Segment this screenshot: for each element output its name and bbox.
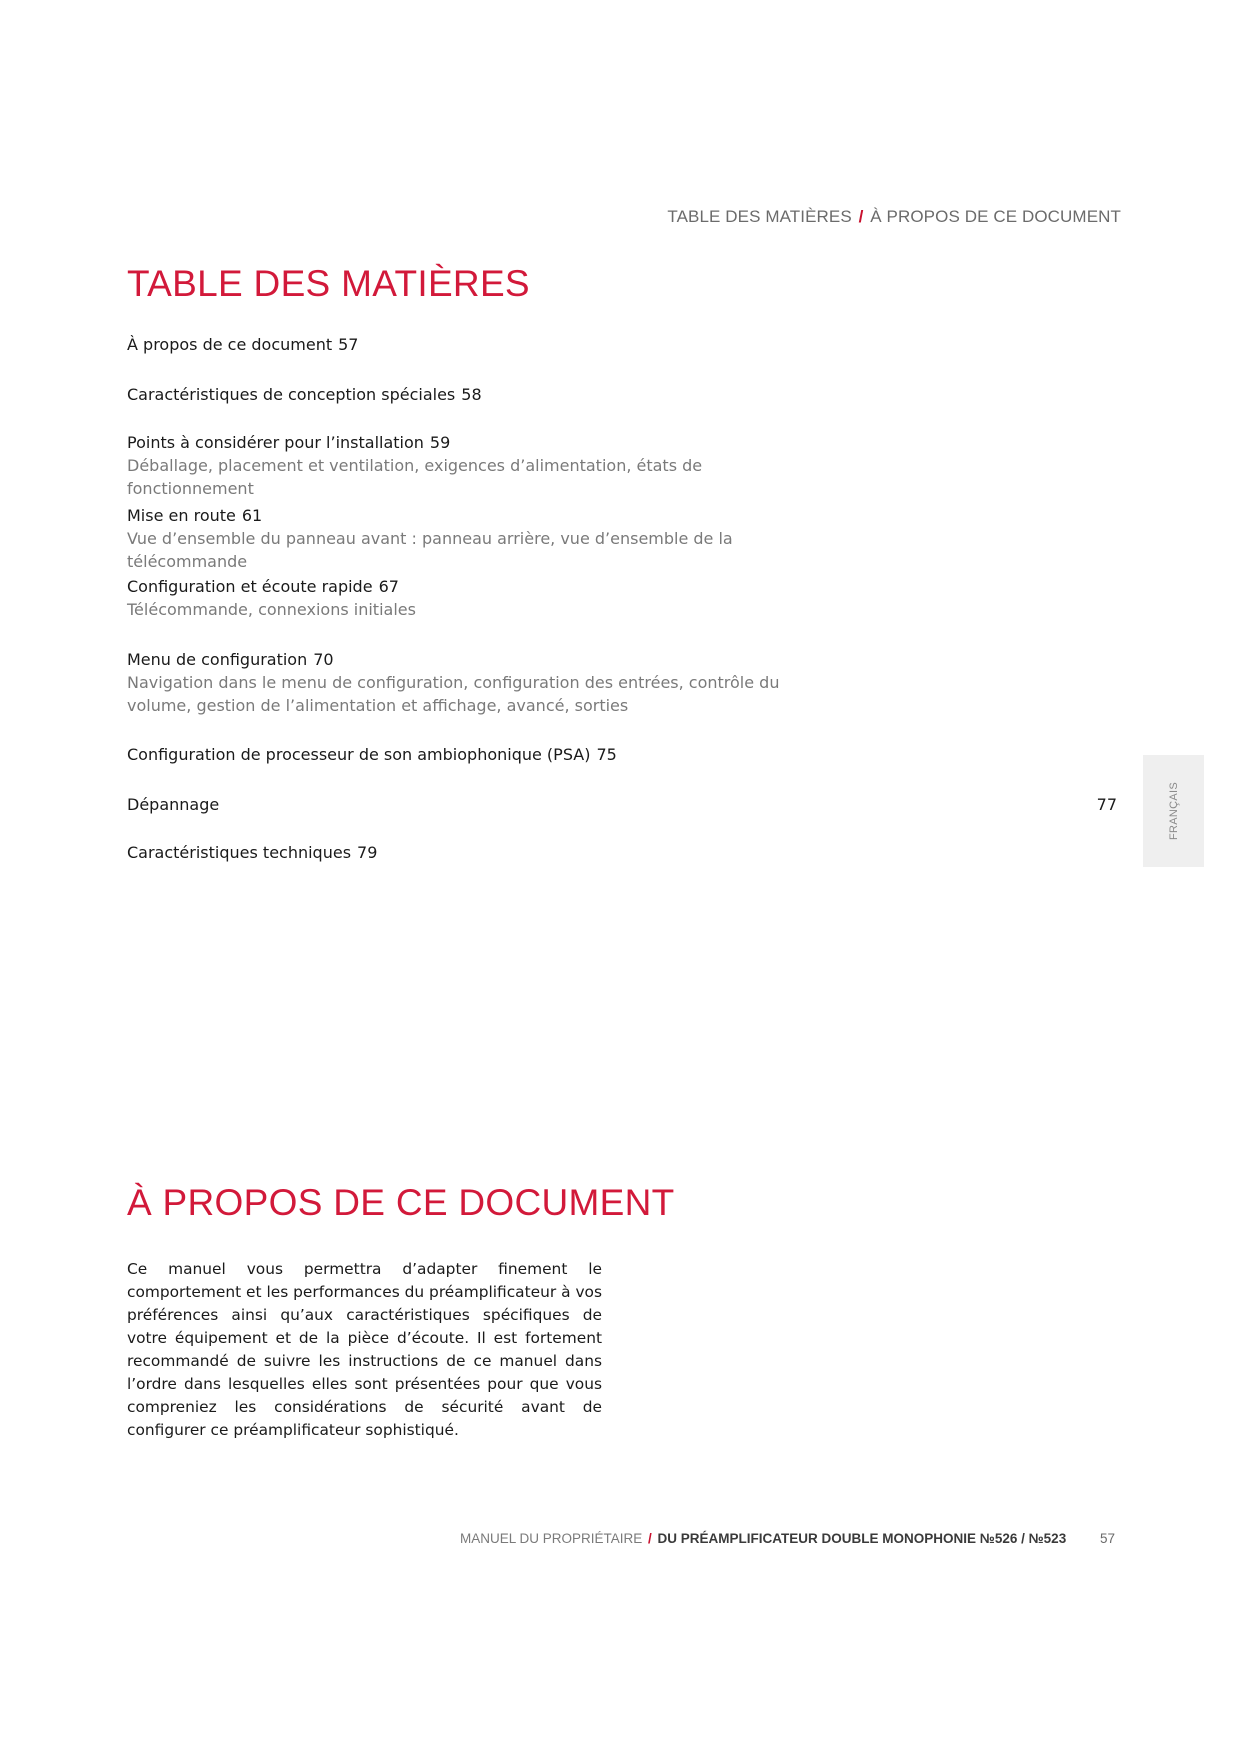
toc-entry-page: 67 [378, 577, 399, 596]
toc-entry-title: Mise en route [127, 506, 236, 525]
toc-entry-page: 77 [1096, 795, 1117, 814]
toc-entry-subtitle: Déballage, placement et ventilation, exigences d’alimentation, états de fonctionnement [127, 456, 703, 498]
toc-entry-page: 79 [357, 843, 378, 862]
toc-entry-page: 61 [241, 506, 263, 525]
toc-entry[interactable] [127, 431, 1117, 500]
about-body: Ce manuel vous permettra d’adapter finement le comportement et les performances du préamplificateur à vos préférences ainsi qu’aux caractéristiques spécifiques de votre équipement et de la pièce d’écoute. Il est fortement recommandé de suivre les instructions de ce manuel dans l’ordre dans lesquelles elles sont présentées pour que vous compreniez les considérations de sécurité avant de configurer ce préamplificateur sophistiqué. [127, 1260, 602, 1439]
language-tab[interactable] [1143, 755, 1204, 867]
toc-entry[interactable] [127, 743, 1117, 766]
toc-entry-title: Caractéristiques de conception spéciales [127, 385, 456, 404]
running-header-right: À PROPOS DE CE DOCUMENT [870, 207, 1121, 226]
running-header-left: TABLE DES MATIÈRES [667, 207, 852, 226]
toc-entry-page: 58 [461, 385, 482, 404]
toc-entry[interactable] [127, 575, 1117, 621]
toc-entry[interactable] [127, 333, 1117, 356]
toc-entry-title: Configuration et écoute rapide [127, 577, 373, 596]
footer-separator: / [648, 1531, 652, 1546]
toc-title: TABLE DES MATIÈRES [127, 263, 530, 304]
toc-entry-title: À propos de ce document [127, 335, 333, 354]
toc-entry-page: 59 [429, 433, 451, 452]
toc-entry-page: 70 [313, 650, 334, 669]
toc-entry[interactable] [127, 383, 1117, 406]
footer-manual: MANUEL DU PROPRIÉTAIRE [459, 1531, 643, 1546]
toc-entry-page: 75 [596, 745, 617, 764]
running-header-separator: / [858, 207, 864, 226]
toc-entry-page: 57 [338, 335, 359, 354]
running-header [667, 207, 1121, 227]
toc-entry[interactable] [127, 841, 1117, 864]
footer-model: DU PRÉAMPLIFICATEUR DOUBLE MONOPHONIE №526 / №523 [657, 1531, 1067, 1546]
toc-entry-title: Points à considérer pour l’installation [127, 433, 424, 452]
language-tab-label: FRANÇAIS [1167, 781, 1180, 841]
toc-entry-title: Caractéristiques techniques [127, 843, 352, 862]
footer [460, 1531, 1115, 1546]
toc-entry[interactable] [127, 504, 1117, 573]
toc-entry[interactable] [127, 648, 1117, 717]
toc-entry[interactable] [127, 793, 1117, 816]
toc-entry-title: Dépannage [127, 795, 220, 814]
toc-entry-subtitle: Navigation dans le menu de configuration, configuration des entrées, contrôle du volume, gestion de l’alimentation et affichage, avancé, sorties [127, 673, 780, 715]
page-number: 57 [1099, 1531, 1115, 1546]
toc-entry-subtitle: Vue d’ensemble du panneau avant : panneau arrière, vue d’ensemble de la télécommande [127, 529, 733, 571]
toc-entry-title: Menu de configuration [127, 650, 308, 669]
toc-entry-title: Configuration de processeur de son ambiophonique (PSA) [127, 745, 591, 764]
about-title: À PROPOS DE CE DOCUMENT [127, 1182, 675, 1223]
toc-entry-subtitle: Télécommande, connexions initiales [127, 600, 416, 619]
